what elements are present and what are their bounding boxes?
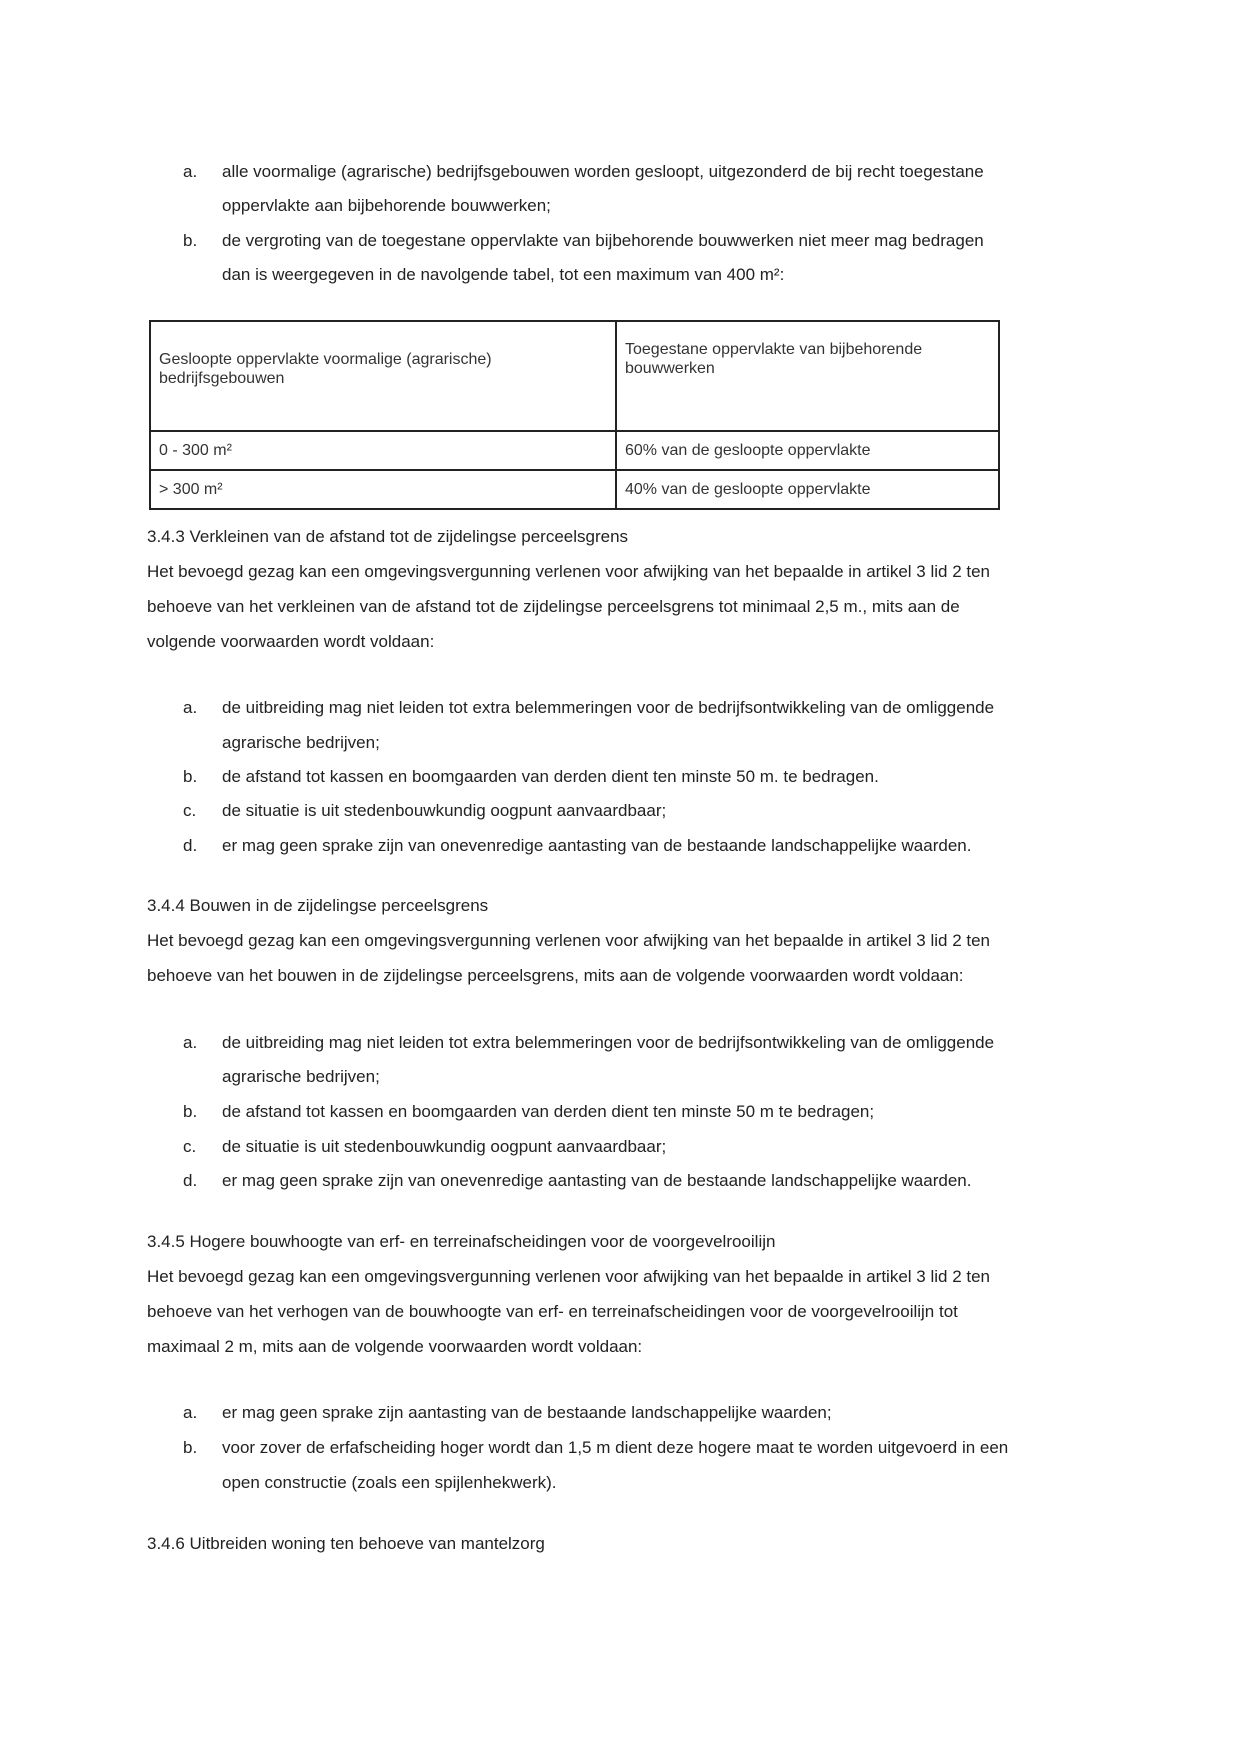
paragraph-line: Het bevoegd gezag kan een omgevingsvergunning verlenen voor afwijking van het bepaalde in artikel 3 lid 2 ten bbox=[147, 1267, 991, 1286]
paragraph-line: behoeve van het bouwen in de zijdelingse perceelsgrens, mits aan de volgende voorwaarden wordt voldaan: bbox=[147, 966, 964, 985]
list-item-label: d. bbox=[183, 1171, 198, 1190]
list-item-text: de situatie is uit stedenbouwkundig oogpunt aanvaardbaar; bbox=[222, 1137, 667, 1156]
list-item-label: b. bbox=[183, 1438, 198, 1457]
list-item-text: er mag geen sprake zijn aantasting van de bestaande landschappelijke waarden; bbox=[222, 1403, 832, 1422]
table-row bbox=[150, 431, 999, 470]
paragraph-line: behoeve van het verhogen van de bouwhoogte van erf- en terreinafscheidingen voor de voorgevelrooilijn tot bbox=[147, 1302, 958, 1321]
section-heading: 3.4.6 Uitbreiden woning ten behoeve van mantelzorg bbox=[147, 1534, 545, 1553]
list-item-text: de afstand tot kassen en boomgaarden van derden dient ten minste 50 m. te bedragen. bbox=[222, 767, 879, 786]
list-item-label: d. bbox=[183, 836, 198, 855]
list-item-label: a. bbox=[183, 1033, 198, 1052]
list-item-text: dan is weergegeven in de navolgende tabel, tot een maximum van 400 m²: bbox=[222, 265, 785, 284]
paragraph-line: volgende voorwaarden wordt voldaan: bbox=[147, 632, 435, 651]
section-heading: 3.4.3 Verkleinen van de afstand tot de zijdelingse perceelsgrens bbox=[147, 527, 629, 546]
list-item-text: de afstand tot kassen en boomgaarden van derden dient ten minste 50 m te bedragen; bbox=[222, 1102, 875, 1121]
area-table bbox=[149, 320, 1000, 510]
list-item-label: b. bbox=[183, 231, 198, 250]
list-item-text: open constructie (zoals een spijlenhekwerk). bbox=[222, 1473, 557, 1492]
paragraph-line: Het bevoegd gezag kan een omgevingsvergunning verlenen voor afwijking van het bepaalde in artikel 3 lid 2 ten bbox=[147, 562, 991, 581]
table-header-row bbox=[150, 321, 999, 431]
table-cell: 60% van de gesloopte oppervlakte bbox=[616, 431, 999, 470]
list-item-label: a. bbox=[183, 162, 198, 181]
table-cell: 0 - 300 m² bbox=[150, 431, 616, 470]
list-item-text: de uitbreiding mag niet leiden tot extra belemmeringen voor de bedrijfsontwikkeling van de omliggende bbox=[222, 698, 995, 717]
list-item-text: agrarische bedrijven; bbox=[222, 1067, 380, 1086]
list-item-text: de situatie is uit stedenbouwkundig oogpunt aanvaardbaar; bbox=[222, 801, 667, 820]
list-item-label: a. bbox=[183, 698, 198, 717]
table-header-cell: Toegestane oppervlakte van bijbehorende bouwwerken bbox=[616, 321, 999, 431]
table-header-cell: Gesloopte oppervlakte voormalige (agrarische) bedrijfsgebouwen bbox=[150, 321, 616, 431]
list-item-text: voor zover de erfafscheiding hoger wordt dan 1,5 m dient deze hogere maat te worden uitgevoerd in een bbox=[222, 1438, 1009, 1457]
list-item-text: er mag geen sprake zijn van onevenredige aantasting van de bestaande landschappelijke waarden. bbox=[222, 1171, 972, 1190]
list-item-label: b. bbox=[183, 767, 198, 786]
list-item-label: a. bbox=[183, 1403, 198, 1422]
list-item-text: agrarische bedrijven; bbox=[222, 733, 380, 752]
list-item-text: alle voormalige (agrarische) bedrijfsgebouwen worden gesloopt, uitgezonderd de bij recht toegestane bbox=[222, 162, 984, 181]
list-item-label: b. bbox=[183, 1102, 198, 1121]
list-item-text: er mag geen sprake zijn van onevenredige aantasting van de bestaande landschappelijke waarden. bbox=[222, 836, 972, 855]
list-item-text: oppervlakte aan bijbehorende bouwwerken; bbox=[222, 196, 551, 215]
table-cell: 40% van de gesloopte oppervlakte bbox=[616, 470, 999, 509]
list-item-text: de uitbreiding mag niet leiden tot extra belemmeringen voor de bedrijfsontwikkeling van de omliggende bbox=[222, 1033, 995, 1052]
paragraph-line: behoeve van het verkleinen van de afstand tot de zijdelingse perceelsgrens tot minimaal 2,5 m., mits aan de bbox=[147, 597, 960, 616]
list-item-label: c. bbox=[183, 1137, 197, 1156]
list-item-text: de vergroting van de toegestane oppervlakte van bijbehorende bouwwerken niet meer mag bedragen bbox=[222, 231, 984, 250]
table-row bbox=[150, 470, 999, 509]
paragraph-line: maximaal 2 m, mits aan de volgende voorwaarden wordt voldaan: bbox=[147, 1337, 643, 1356]
table-cell: > 300 m² bbox=[150, 470, 616, 509]
paragraph-line: Het bevoegd gezag kan een omgevingsvergunning verlenen voor afwijking van het bepaalde in artikel 3 lid 2 ten bbox=[147, 931, 991, 950]
section-heading: 3.4.5 Hogere bouwhoogte van erf- en terreinafscheidingen voor de voorgevelrooilijn bbox=[147, 1232, 776, 1251]
list-item-label: c. bbox=[183, 801, 197, 820]
section-heading: 3.4.4 Bouwen in de zijdelingse perceelsgrens bbox=[147, 896, 489, 915]
